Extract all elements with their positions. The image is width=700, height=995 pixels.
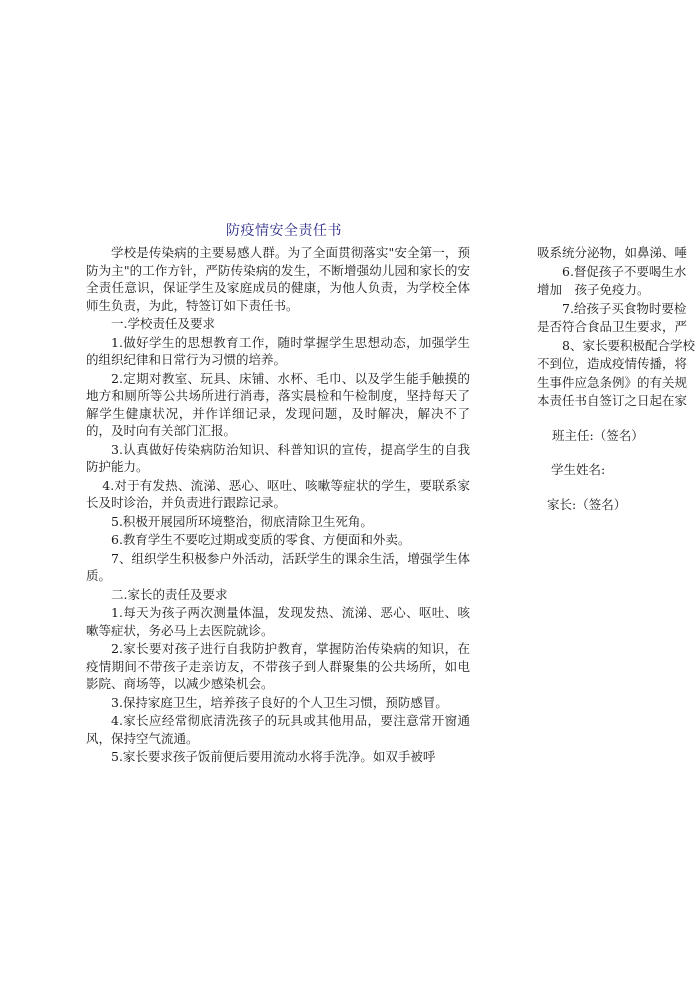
parent-item-3: 3.保持家庭卫生，培养孩子良好的个人卫生习惯，预防感冒。 xyxy=(111,694,448,710)
student-name: 学生姓名: xyxy=(551,462,606,477)
right-line-4: 7.给孩子买食物时要检 xyxy=(562,300,687,316)
right-column xyxy=(537,244,700,514)
parent-item-5: 5.家长要求孩子饭前便后要用流动水将手洗净。如双手被呼 xyxy=(111,749,436,764)
right-line-7: 不到位，造成疫情传播，将 xyxy=(537,356,688,371)
left-column xyxy=(86,244,470,767)
school-item-6: 6.教育学生不要吃过期或变质的零食、方便面和外卖。 xyxy=(111,532,411,547)
parent-signature: 家长:（签名） xyxy=(547,496,627,512)
school-item-2: 2.定期对教室、玩具、床铺、水杯、毛巾、以及学生能手触摸的地方和厕所等公共场所进行消毒，落实晨检和午检制度，坚持每天了解学生健康状况，并作详细记录，发现问题，及时解决，解决不了的，及时向有关部门汇报。 xyxy=(86,370,470,438)
parent-item-1: 1.每天为孩子两次测量体温，发现发热、流涕、恶心、呕吐、咳嗽等症状，务必马上去医院就诊。 xyxy=(86,605,470,638)
school-item-5: 5.积极开展园所环境整治，彻底清除卫生死角。 xyxy=(111,513,373,529)
intro-paragraph: 学校是传染病的主要易感人群。为了全面贯彻落实"安全第一，预防为主"的工作方针，严防传染病的发生，不断增强幼儿园和家长的安全责任意识，保证学生及家庭成员的健康，为他人负责，为学校全体师生负责，为此，特签订如下责任书。 xyxy=(86,245,470,313)
right-line-2: 6.督促孩子不要喝生水 xyxy=(562,263,687,279)
right-line-1: 吸系统分泌物，如鼻涕、唾 xyxy=(537,245,688,260)
right-line-6: 8、家长要积极配合学校 xyxy=(562,337,695,353)
school-section-heading: 一.学校责任及要求 xyxy=(111,316,215,331)
right-line-3: 增加 孩子免疫力。 xyxy=(537,282,650,297)
teacher-signature: 班主任:（签名） xyxy=(552,427,644,443)
right-line-9: 本责任书自签订之日起在家 xyxy=(537,393,688,408)
parent-item-4: 4.家长应经常彻底清洗孩子的玩具或其他用品，要注意常开窗通风，保持空气流通。 xyxy=(86,713,470,746)
right-line-8: 生事件应急条例》的有关规 xyxy=(537,374,688,390)
right-line-5: 是否符合食品卫生要求，严 xyxy=(537,319,688,334)
school-item-4: 4.对于有发热、流涕、恶心、呕吐、咳嗽等症状的学生，要联系家长及时诊治，并负责进行跟踪记录。 xyxy=(86,477,470,510)
school-item-1: 1.做好学生的思想教育工作，随时掌握学生思想动态，加强学生的组织纪律和日常行为习惯的培养。 xyxy=(86,334,470,367)
parent-section-heading: 二.家长的责任及要求 xyxy=(111,586,228,602)
school-item-3: 3.认真做好传染病防治知识、科普知识的宣传，提高学生的自我防护能力。 xyxy=(86,441,470,474)
document-title: 防疫情安全责任书 xyxy=(226,223,342,239)
parent-item-2: 2.家长要对孩子进行自我防护教育，掌握防治传染病的知识，在疫情期间不带孩子走亲访友，不带孩子到人群聚集的公共场所，如电影院、商场等，以减少感染机会。 xyxy=(86,641,470,691)
school-item-7: 7、组织学生积极参户外活动，活跃学生的课余生活，增强学生体质。 xyxy=(86,550,470,583)
